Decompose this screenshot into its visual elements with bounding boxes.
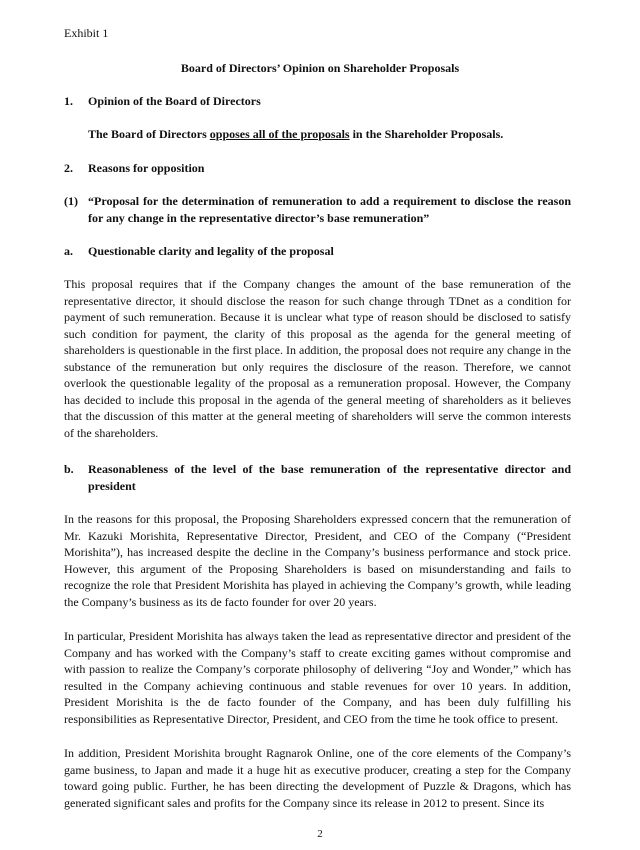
statement-underlined: opposes all of the proposals [209, 127, 350, 141]
proposal-1-number: (1) [64, 194, 78, 208]
subsection-a-label: a. [64, 244, 73, 258]
statement-text-before: The Board of Directors [88, 127, 210, 141]
section-2-number: 2. [64, 161, 73, 175]
subsection-a-paragraph: This proposal requires that if the Company changes the amount of the base remuneration of the representative director, it should disclose the reason for such change through TDnet as a condition for payment of such remuneration. Because it is unclear what type of reason should be disclosed to satisfy such condition for payment, the clarity of this proposal as the agenda for the general meeting of shareholders is questionable in the first place. In addition, the proposal does not require any change in the substance of the remuneration but only requires the disclosure of the reason. Therefore, we cannot overlook the questionable legality of the proposal as a remuneration proposal. However, the Company has decided to include this proposal in the agenda of the general meeting of shareholders as it believes that the discussion of this matter at the general meeting of shareholders will serve the common interests of the shareholders. [64, 277, 571, 440]
subsection-b-label: b. [64, 462, 74, 476]
section-2-heading: Reasons for opposition [88, 161, 205, 175]
proposal-1-heading: “Proposal for the determination of remuneration to add a requirement to disclose the reason for any change in the representative director’s base remuneration” [88, 194, 571, 225]
subsection-a-heading: Questionable clarity and legality of the proposal [88, 244, 334, 258]
subsection-b-paragraph-2: In particular, President Morishita has always taken the lead as representative director and president of the Company and has worked with the Company’s staff to create exciting games without compromise and with passion to realize the Company’s corporate philosophy of delivering “Joy and Wonder,” which has resulted in the Company achieving continuous and stable revenues for over 10 years. In addition, President Morishita is the de facto founder of the Company, and has been duly fulfilling his responsibilities as Representative Director, President, and CEO from the time he took office to present. [64, 629, 571, 726]
subsection-b-paragraph-3: In addition, President Morishita brought Ragnarok Online, one of the core elements of the Company’s game business, to Japan and made it a huge hit as executive producer, creating a step for the Company toward going public. Further, he has been directing the development of Puzzle & Dragons, which has generated significant sales and profits for the Company since its release in 2012 to present. Since its [64, 746, 571, 810]
exhibit-label: Exhibit 1 [64, 26, 109, 40]
section-1-number: 1. [64, 94, 73, 108]
statement-text-after: in the Shareholder Proposals. [349, 127, 504, 141]
subsection-b-paragraph-1: In the reasons for this proposal, the Proposing Shareholders expressed concern that the remuneration of Mr. Kazuki Morishita, Representative Director, President, and CEO of the Company (“President Morishita”), has increased despite the decline in the Company’s business performance and stock price. However, this argument of the Proposing Shareholders is based on misunderstanding and fails to recognize the role that President Morishita has played in achieving the Company’s growth, while leading the Company’s business as its de facto founder for over 20 years. [64, 512, 571, 609]
page-number: 2 [317, 828, 323, 840]
section-1-heading: Opinion of the Board of Directors [88, 94, 261, 108]
board-opinion-statement [88, 126, 503, 143]
document-title: Board of Directors’ Opinion on Shareholder Proposals [180, 61, 460, 75]
subsection-b-heading: Reasonableness of the level of the base remuneration of the representative director and president [88, 462, 571, 493]
